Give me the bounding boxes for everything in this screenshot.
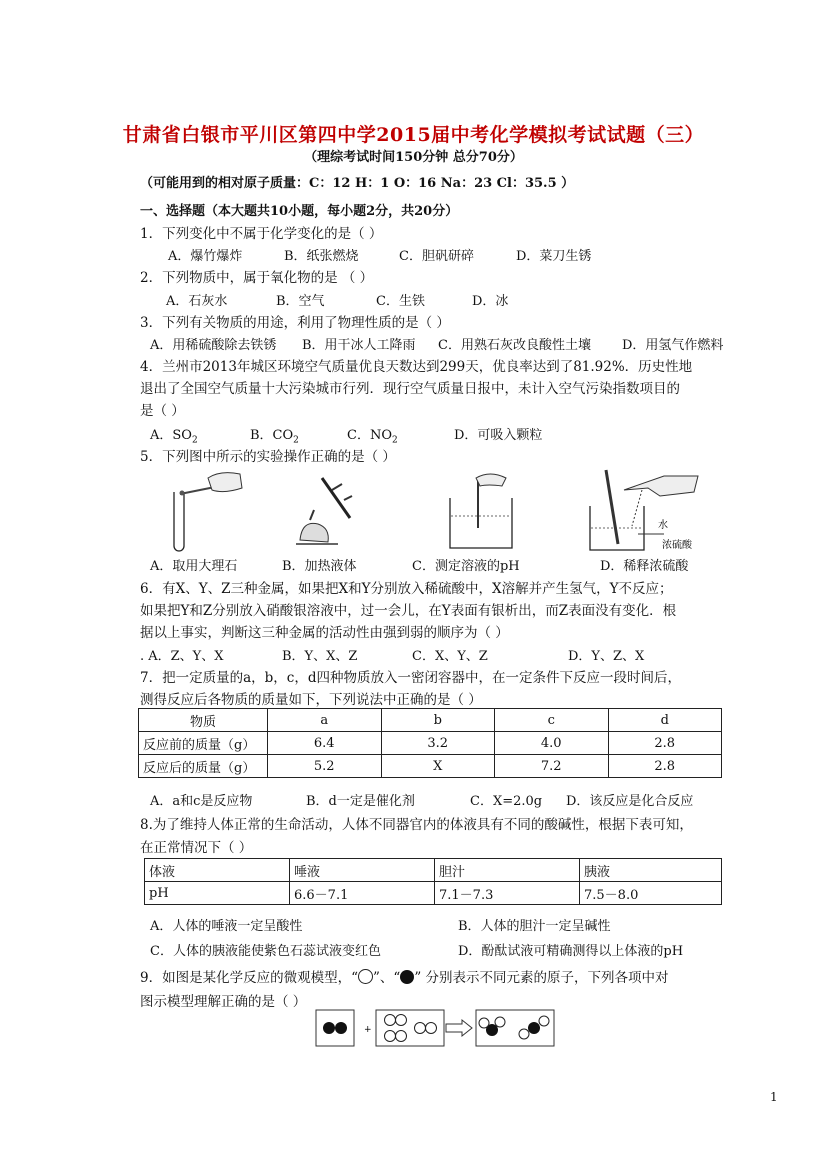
q2-option-b: B．空气 xyxy=(276,294,325,309)
table-cell: pH xyxy=(145,882,290,905)
table-header-cell: c xyxy=(495,709,609,732)
table-header-cell: 胰液 xyxy=(580,859,722,882)
q7-option-b: B．d一定是催化剂 xyxy=(306,794,415,809)
q3-option-b: B．用干冰人工降雨 xyxy=(302,338,416,353)
table-header-cell: 体液 xyxy=(145,859,290,882)
figure-d-water-label: 水 xyxy=(658,520,668,531)
table-header-cell: 唾液 xyxy=(290,859,435,882)
table-cell: X xyxy=(381,755,495,778)
figure-d-diluting-acid xyxy=(584,466,714,556)
q8-ph-table xyxy=(144,858,722,905)
q4-option-a: A．$SO_2$ xyxy=(150,428,198,446)
table-row xyxy=(145,882,722,905)
q3-option-a: A．用稀硫酸除去铁锈 xyxy=(150,338,277,353)
q2-option-d: D．冰 xyxy=(472,294,509,309)
document-subtitle: （理综考试时间150分钟 总分70分） xyxy=(304,150,523,165)
black-atom-icon xyxy=(400,970,414,984)
question-4-line-3: 是（ ） xyxy=(140,403,185,419)
section-heading: 一、选择题（本大题共10小题，每小题2分，共20分） xyxy=(140,204,459,219)
q4-option-c: C．$NO_2$ xyxy=(347,428,398,446)
question-7-line-2: 测得反应后各物质的质量如下，下列说法中正确的是（ ） xyxy=(140,692,482,708)
q5-option-c: C．测定溶液的pH xyxy=(412,559,520,574)
q8-option-c: C．人体的胰液能使紫色石蕊试液变红色 xyxy=(150,944,381,959)
q8-option-b: B．人体的胆汁一定呈碱性 xyxy=(458,919,611,934)
question-6-line-3: 据以上事实，判断这三种金属的活动性由强到弱的顺序为（ ） xyxy=(140,625,509,641)
table-cell: 7.2 xyxy=(495,755,609,778)
question-4-line-1: 4．兰州市2013年城区环境空气质量优良天数达到299天，优良率达到了81.92%．历史性地 xyxy=(140,359,693,375)
q4-option-b: B．$CO_2$ xyxy=(250,428,299,446)
q1-option-d: D．菜刀生锈 xyxy=(516,249,592,264)
table-cell: 4.0 xyxy=(495,732,609,755)
table-row xyxy=(139,755,722,778)
question-2-stem: 2．下列物质中，属于氧化物的是 （ ） xyxy=(140,270,374,286)
question-1-stem: 1．下列变化中不属于化学变化的是（ ） xyxy=(140,226,383,242)
table-row xyxy=(139,732,722,755)
table-cell: 2.8 xyxy=(608,732,722,755)
q7-mass-table xyxy=(138,708,722,778)
table-cell: 3.2 xyxy=(381,732,495,755)
table-header-cell: a xyxy=(268,709,382,732)
table-cell: 反应前的质量（g） xyxy=(139,732,268,755)
table-header-cell: 胆汁 xyxy=(435,859,580,882)
q8-option-a: A．人体的唾液一定呈酸性 xyxy=(150,919,303,934)
q1-option-b: B．纸张燃烧 xyxy=(284,249,359,264)
plus-sign: + xyxy=(364,1025,372,1035)
table-header-cell: b xyxy=(381,709,495,732)
q1-option-c: C．胆矾研碎 xyxy=(399,249,474,264)
q3-option-c: C．用熟石灰改良酸性土壤 xyxy=(438,338,591,353)
table-header-cell: d xyxy=(608,709,722,732)
question-4-line-2: 退出了全国空气质量十大污染城市行列．现行空气质量日报中，未计入空气污染指数项目的 xyxy=(140,381,680,397)
q7-option-c: C．X=2.0g xyxy=(470,794,543,809)
table-cell: 7.5－8.0 xyxy=(580,882,722,905)
table-cell: 6.4 xyxy=(268,732,382,755)
question-8-line-1: 8.为了维持人体正常的生命活动，人体不同器官内的体液具有不同的酸碱性，根据下表可知， xyxy=(140,817,693,833)
table-cell: 5.2 xyxy=(268,755,382,778)
q5-option-b: B．加热液体 xyxy=(282,559,357,574)
q3-option-d: D．用氢气作燃料 xyxy=(622,338,724,353)
question-8-line-2: 在正常情况下（ ） xyxy=(140,840,253,856)
q5-option-d: D．稀释浓硫酸 xyxy=(600,559,689,574)
atomic-masses-note: （可能用到的相对原子质量：C：12 H：1 O：16 Na：23 Cl：35.5 ） xyxy=(140,176,575,191)
question-9-line-2: 图示模型理解正确的是（ ） xyxy=(140,994,307,1010)
white-atom-icon xyxy=(358,969,373,984)
q6-option-c: C．X、Y、Z xyxy=(412,649,488,664)
table-cell: 6.6－7.1 xyxy=(290,882,435,905)
figure-a-marble-tube xyxy=(160,468,250,552)
q2-option-c: C．生铁 xyxy=(376,294,425,309)
page-number: 1 xyxy=(770,1090,778,1104)
table-cell: 反应后的质量（g） xyxy=(139,755,268,778)
q9-reaction-model xyxy=(312,1008,562,1050)
question-7-line-1: 7．把一定质量的a，b，c，d四种物质放入一密闭容器中，在一定条件下反应一段时间后， xyxy=(140,670,681,686)
question-9-line-1: 9．如图是某化学反应的微观模型，“ ”、“ ” 分别表示不同元素的原子，下列各项中对 xyxy=(140,970,669,986)
table-header-cell: 物质 xyxy=(139,709,268,732)
q8-option-d: D．酚酞试液可精确测得以上体液的pH xyxy=(458,944,684,959)
q6-option-d: D．Y、Z、X xyxy=(568,649,645,664)
q6-option-a: . A．Z、Y、X xyxy=(140,649,224,664)
q7-option-a: A．a和c是反应物 xyxy=(150,794,253,809)
figure-b-heating-liquid xyxy=(288,470,378,552)
q1-option-a: A．爆竹爆炸 xyxy=(168,249,243,264)
question-5-stem: 5．下列图中所示的实验操作正确的是（ ） xyxy=(140,449,396,465)
figure-c-ph-test xyxy=(440,470,530,554)
q5-option-a: A．取用大理石 xyxy=(150,559,238,574)
question-6-line-1: 6．有X、Y、Z三种金属，如果把X和Y分别放入稀硫酸中，X溶解并产生氢气，Y不反应； xyxy=(140,581,673,597)
question-6-line-2: 如果把Y和Z分别放入硝酸银溶液中，过一会儿，在Y表面有银析出，而Z表面没有变化．根 xyxy=(140,603,677,619)
figure-d-acid-label: 浓硫酸 xyxy=(662,540,692,551)
table-row xyxy=(145,859,722,882)
table-cell: 2.8 xyxy=(608,755,722,778)
table-cell: 7.1－7.3 xyxy=(435,882,580,905)
document-title: 甘肃省白银市平川区第四中学2015届中考化学模拟考试试题（三） xyxy=(122,124,705,146)
question-3-stem: 3．下列有关物质的用途，利用了物理性质的是（ ） xyxy=(140,315,450,331)
table-row xyxy=(139,709,722,732)
q6-option-b: B．Y、X、Z xyxy=(282,649,358,664)
q2-option-a: A．石灰水 xyxy=(166,294,228,309)
q4-option-d: D．可吸入颗粒 xyxy=(454,428,543,443)
q7-option-d: D．该反应是化合反应 xyxy=(566,794,694,809)
